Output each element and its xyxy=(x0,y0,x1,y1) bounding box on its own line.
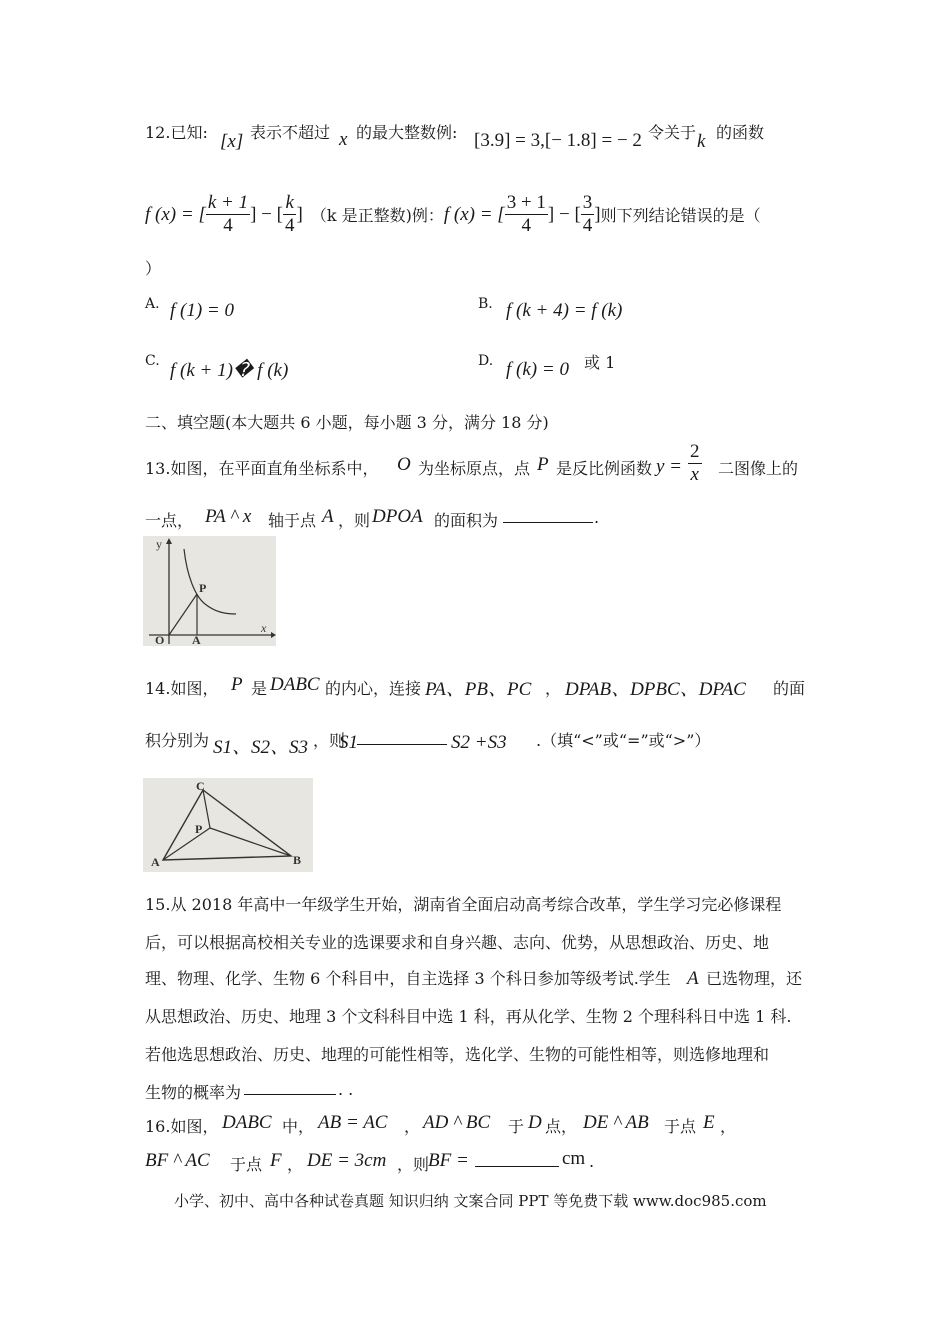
q14-text-b: 是 xyxy=(251,679,268,698)
q14-text-f: 积分别为 xyxy=(145,731,210,750)
q13-fig-label-x: x xyxy=(261,621,267,635)
q13-text-d: 二图像上的 xyxy=(718,459,799,478)
q14-answer-blank[interactable] xyxy=(357,728,447,745)
q14-fig-label-a: A xyxy=(151,855,160,869)
q12-text-c: 令关于 xyxy=(648,123,697,142)
section-2-heading: 二、填空题(本大题共 6 小题，每小题 3 分，满分 18 分) xyxy=(145,413,549,432)
q14-text-d: ， xyxy=(545,679,562,698)
q16-answer-blank[interactable] xyxy=(475,1150,559,1167)
q16-var-e: E xyxy=(703,1112,715,1133)
q16-text-g: ， xyxy=(720,1117,737,1136)
q12-fx: f (x) = [ xyxy=(145,203,206,225)
q13-fig-label-a: A xyxy=(192,633,201,646)
q15-answer-blank[interactable] xyxy=(244,1078,336,1095)
q12-frac1: $\frac{k + 1}{4}$ xyxy=(207,192,249,236)
q14-text-h: .（填“<”或“=”或“>”） xyxy=(536,731,711,750)
q14-triangle-figure xyxy=(143,778,313,872)
q12-paren-note: （k 是正整数)例： xyxy=(310,206,444,225)
q12-frac2: $\frac{k}{4}$ xyxy=(284,192,295,236)
q12-bracket-x: [x] xyxy=(220,131,244,152)
q14-text-a: 14.如图， xyxy=(145,679,219,698)
q14-figure xyxy=(143,778,313,872)
q13-var-o: O xyxy=(397,454,411,475)
q14-var-p: P xyxy=(231,674,243,695)
q16-triangle: DABC xyxy=(222,1112,272,1133)
q14-fig-label-b: B xyxy=(293,853,302,867)
q12-option-d: f (k) = 0 xyxy=(506,359,569,380)
q16-ad-bc: AD ^ BC xyxy=(423,1112,491,1133)
q14-triangles: DPAB、DPBC、DPAC xyxy=(565,679,746,700)
q12-frac4: $\frac{3}{4}$ xyxy=(582,192,593,236)
q14-fig-label-c: C xyxy=(196,779,205,793)
q16-period: . xyxy=(589,1152,595,1171)
q16-var-f: F xyxy=(270,1150,282,1171)
q13-fig-label-y: y xyxy=(156,537,162,551)
q13-y-eq: y = xyxy=(656,456,683,477)
q15-line-4: 从思想政治、历史、地理 3 个文科科目中选 1 科，再从化学、生物 2 个理科科日中选 1 科. xyxy=(145,1007,792,1026)
q16-unit: cm xyxy=(562,1148,586,1169)
q13-text-f: 轴于点 xyxy=(268,511,317,530)
q13-triangle: DPOA xyxy=(372,506,423,527)
q13-answer-blank[interactable] xyxy=(503,506,593,523)
q16-de-ab: DE ^ AB xyxy=(583,1112,649,1133)
q13-text-b: 为坐标原点，点 xyxy=(418,459,531,478)
q12-example: [3.9] = 3,[− 1.8] = − 2 xyxy=(474,130,642,151)
q15-var-a: A xyxy=(687,968,699,989)
q12-text-a: 表示不超过 xyxy=(250,123,331,142)
q12-mid: ] − [ xyxy=(250,203,283,225)
q14-s2-s3: S2 +S3 xyxy=(451,732,507,753)
q12-option-d-tail: 或 1 xyxy=(584,353,616,372)
q12-mid2: ] − [ xyxy=(547,203,581,225)
q15-line-1: 15.从 2018 年高中一年级学生开始，湖南省全面启动高考综合改革，学生学习完必修课程 xyxy=(145,895,782,914)
q13-text-h: 的面积为 xyxy=(434,511,499,530)
q16-ab-ac: AB = AC xyxy=(318,1112,388,1133)
q12-end: ] xyxy=(296,203,303,225)
q15-line-6: 生物的概率为 xyxy=(145,1083,242,1102)
q13-fraction: $\frac{2}{x}$ xyxy=(690,441,700,485)
q16-bf-eq: BF = xyxy=(428,1150,469,1171)
page-footer: 小学、初中、高中各种试卷真题 知识归纳 文案合同 PPT 等免费下载 www.doc985.com xyxy=(174,1192,767,1210)
q12-var-x: x xyxy=(339,129,348,150)
q15-line-5: 若他选思想政治、历史、地理的可能性相等，选化学、生物的可能性相等，则选修地理和 xyxy=(145,1045,770,1064)
q13-text-a: 13.如图，在平面直角坐标系中， xyxy=(145,459,379,478)
q13-fig-label-o: O xyxy=(155,633,165,646)
q12-var-k: k xyxy=(697,131,706,152)
q14-text-g: ，则 xyxy=(313,731,346,750)
q15-line-3b: 已选物理，还 xyxy=(706,969,803,988)
q14-text-c: 的内心，连接 xyxy=(325,679,422,698)
q12-option-c-label: C. xyxy=(145,353,160,369)
q12-option-b: f (k + 4) = f (k) xyxy=(506,300,623,321)
q15-line-2: 后，可以根据高校相关专业的选课要求和自身兴趣、志向、优势，从思想政治、历史、地 xyxy=(145,933,770,952)
q13-text-g: ，则 xyxy=(338,511,371,530)
q12-fx2: f (x) = [ xyxy=(443,203,505,225)
q16-text-f: 于点 xyxy=(664,1117,697,1136)
q13-var-p: P xyxy=(537,454,549,475)
q16-text-e: 点， xyxy=(545,1117,578,1136)
q16-text-i: ， xyxy=(287,1155,304,1174)
q12-option-c: f (k + 1)� f (k) xyxy=(170,360,289,381)
q12-close-paren: ） xyxy=(145,259,162,278)
q16-text-d: 于 xyxy=(508,1117,525,1136)
q14-s-list: S1、S2、S3 xyxy=(213,737,309,758)
q16-text-a: 16.如图， xyxy=(145,1117,219,1136)
q13-var-a: A xyxy=(322,506,334,527)
q14-s1: S1 xyxy=(339,732,358,753)
q12-tail: 则下列结论错误的是（ xyxy=(600,206,761,225)
q12-frac3: $\frac{3 + 1}{4}$ xyxy=(506,192,546,236)
q12-end2: ] xyxy=(594,203,601,225)
q15-line-3a: 理、物理、化学、生物 6 个科目中，自主选择 3 个科日参加等级考试.学生 xyxy=(145,969,671,988)
q13-text-c: 是反比例函数 xyxy=(556,459,653,478)
q13-fig-label-p: P xyxy=(199,581,207,595)
q12-text-d: 的函数 xyxy=(716,123,765,142)
q16-var-d: D xyxy=(528,1112,542,1133)
q14-text-e: 的面 xyxy=(773,679,806,698)
q15-line-6-end: . . xyxy=(338,1080,354,1099)
q13-figure xyxy=(143,536,276,646)
q14-fig-label-p: P xyxy=(195,822,203,836)
q16-text-b: 中， xyxy=(282,1117,315,1136)
q16-bf-ac: BF ^ AC xyxy=(145,1150,210,1171)
q16-de-value: DE = 3cm xyxy=(307,1150,387,1171)
q12-option-b-label: B. xyxy=(478,296,493,312)
q14-segments: PA、PB、PC xyxy=(425,679,532,700)
q16-text-c: ， xyxy=(404,1117,421,1136)
q12-function-line xyxy=(145,192,761,237)
q14-triangle-abc: DABC xyxy=(270,674,320,695)
q16-text-j: ，则 xyxy=(397,1155,430,1174)
q12-option-a-label: A. xyxy=(145,296,160,312)
q12-option-d-label: D. xyxy=(478,353,494,369)
q13-text-e: 一点， xyxy=(145,511,194,530)
q12-option-a: f (1) = 0 xyxy=(170,300,235,321)
q13-period: . xyxy=(594,508,600,527)
q16-text-h: 于点 xyxy=(230,1155,263,1174)
q13-pa-perp: PA ^ x xyxy=(205,506,252,527)
q13-graph xyxy=(143,536,276,646)
q12-number: 12.已知: xyxy=(145,123,208,142)
q12-text-b: 的最大整数例: xyxy=(356,123,458,142)
